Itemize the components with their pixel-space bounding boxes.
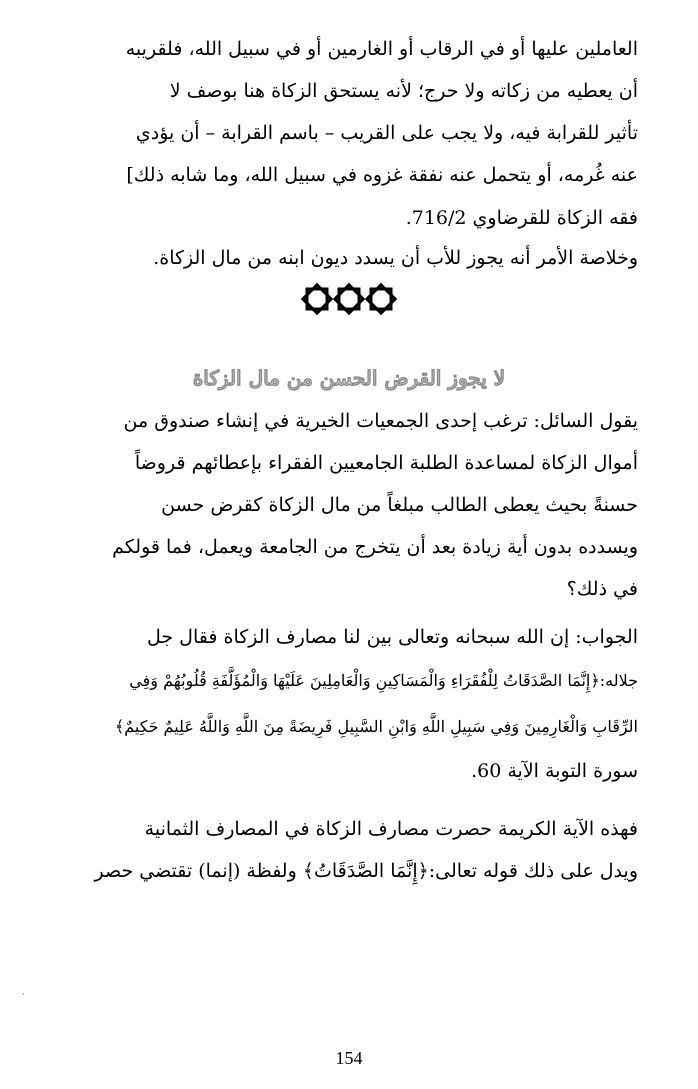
text-line: الجواب: إن الله سبحانه وتعالى بين لنا مصارف الزكاة فقال جل bbox=[147, 626, 638, 648]
surah-reference: سورة التوبة الآية 60. bbox=[471, 760, 638, 782]
conclusion-line: وخلاصة الأمر أنه يجوز للأب أن يسدد ديون ابنه من مال الزكاة. bbox=[153, 247, 638, 269]
text-line: عنه غُرمه، أو يتحمل عنه نفقة غزوه في سبيل الله، وما شابه ذلك] bbox=[126, 164, 638, 186]
text-line: ويدل على ذلك قوله تعالى:﴿إِنَّمَا الصَّدَقَاتُ﴾ ولفظة (إنما) تقتضي حصر bbox=[94, 860, 638, 882]
quran-verse-line: الرِّقَابِ وَالْغَارِمِينَ وَفِي سَبِيلِ اللَّهِ وَابْنِ السَّبِيلِ فَرِيضَةً مِنَ اللَّهِ وَاللَّهُ عَلِيمٌ حَكِيمٌ﴾ bbox=[114, 717, 638, 736]
answer-block bbox=[60, 616, 638, 792]
text-line: يقول السائل: ترغب إحدى الجمعيات الخيرية في إنشاء صندوق من bbox=[123, 410, 638, 432]
text-line: حسنةً بحيث يعطى الطالب مبلغاً من مال الزكاة كقرض حسن bbox=[161, 494, 638, 516]
star-ornament-icon bbox=[301, 282, 397, 316]
scan-speck bbox=[22, 993, 24, 995]
text-line: تأثير للقرابة فيه، ولا يجب على القريب – باسم القرابة – أن يؤدي bbox=[135, 122, 638, 144]
text-line: في ذلك؟ bbox=[566, 578, 638, 600]
text-line: فهذه الآية الكريمة حصرت مصارف الزكاة في المصارف الثمانية bbox=[144, 818, 638, 840]
quran-verse-line: جلاله:﴿إِنَّمَا الصَّدَقَاتُ لِلْفُقَرَاءِ وَالْمَسَاكِينِ وَالْعَامِلِينَ عَلَيْهَا وَالْمُؤَلَّفَةِ قُلُوبُهُمْ وَفِي bbox=[129, 671, 638, 690]
question-block bbox=[60, 400, 638, 610]
text-line: أموال الزكاة لمساعدة الطلبة الجامعيين الفقراء بإعطائهم قروضاً bbox=[134, 452, 638, 474]
text-line: أن يعطيه من زكاته ولا حرج؛ لأنه يستحق الزكاة هنا بوصف لا bbox=[169, 80, 638, 102]
section-title: لا يجوز القرض الحسن من مال الزكاة bbox=[192, 366, 506, 390]
page-number: 154 bbox=[335, 1048, 363, 1068]
text-line: ويسدده بدون أية زيادة بعد أن يتخرج من الجامعة ويعمل، فما قولكم bbox=[112, 536, 638, 558]
section-divider-ornament bbox=[0, 282, 698, 322]
citation-line: فقه الزكاة للقرضاوي 716/2. bbox=[405, 207, 638, 229]
text-line: العاملين عليها أو في الرقاب أو الغارمين أو في سبيل الله، فلقريبه bbox=[125, 38, 638, 60]
conclusion-block bbox=[60, 808, 638, 892]
text-block-zakat-relatives bbox=[60, 28, 638, 276]
